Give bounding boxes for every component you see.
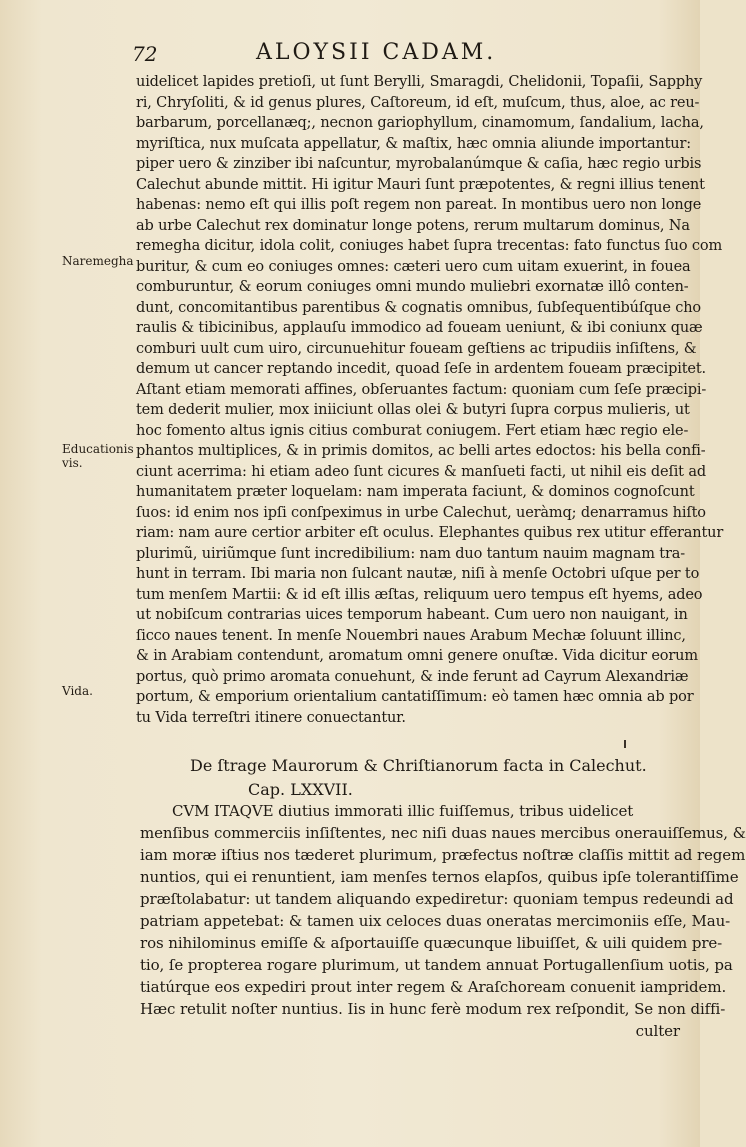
text-line: portum, & emporium orientalium cantatiſſimum: eò tamen hæc omnia ab por — [136, 689, 694, 705]
text-line: portus, quò primo aromata conuehunt, & inde ferunt ad Cayrum Alexandriæ — [136, 668, 689, 685]
body-text — [136, 72, 724, 728]
text-line: ri, Chryſoliti, & id genus plures, Caſtoreum, id eſt, muſcum, thus, aloe, ac reu- — [136, 94, 700, 111]
text-line: hoc fomento altus ignis citius comburat coniugem. Fert etiam hæc regio ele- — [136, 422, 689, 439]
running-head: ALOYSII CADAM. — [256, 40, 497, 65]
text-line: habenas: nemo eſt qui illis poſt regem non pareat. In montibus uero non longe — [136, 197, 702, 213]
text-line: Calechut abunde mittit. Hi igitur Mauri ſunt præpotentes, & regni illius tenent — [136, 176, 705, 193]
text-line: ſicco naues tenent. In menſe Nouembri naues Arabum Mechæ ſoluunt illinc, — [136, 627, 686, 644]
text-line: raulis & tibicinibus, applauſu immodico ad foueam ueniunt, & ibi coniunx quæ — [136, 320, 703, 336]
text-line: ciunt acerrima: hi etiam adeo ſunt cicures & manſueti facti, ut nihil eis deſit ad — [136, 463, 706, 480]
text-line: humanitatem præter loquelam: nam imperata faciunt, & dominos cognoſcunt — [136, 484, 695, 500]
text-line: demum ut cancer reptando incedit, quoad ſeſe in ardentem foueam præcipitet. — [136, 361, 706, 377]
text-line: patriam appetebat: & tamen uix celoces duas oneratas mercimoniis eſſe, Mau- — [140, 912, 731, 930]
text-line: remegha dicitur, idola colit, coniuges habet ſupra trecentas: fato functus ſuo com — [136, 238, 723, 254]
text-line: riam: nam aure certior arbiter eſt oculus. Elephantes quibus rex utitur efferantur — [136, 525, 724, 541]
text-line: buritur, & cum eo coniuges omnes: cæteri uero cum uitam exuerint, in fouea — [136, 258, 691, 275]
text-line: piper uero & zinziber ibi naſcuntur, myrobalanúmque & caſia, hæc regio urbis — [136, 156, 702, 172]
text-line: nuntios, qui ei renuntient, iam menſes ternos elapſos, quibus ipſe tolerantiſſime — [140, 868, 739, 886]
catchword: culter — [635, 1022, 680, 1040]
chapter-number: Cap. LXXVII. — [248, 780, 353, 799]
text-line: CVM ITAQVE diutius immorati illic fuiſſemus, tribus uidelicet — [172, 802, 634, 820]
page-number: 72 — [132, 42, 158, 66]
text-line: & in Arabiam contendunt, aromatum omni genere onuſtæ. Vida dicitur eorum — [136, 648, 698, 664]
text-line: tem dederit mulier, mox iniiciunt ollas olei & butyri ſupra corpus mulieris, ut — [136, 402, 690, 418]
text-line: Aſtant etiam memorati affines, obſeruantes factum: quoniam cum ſeſe præcipi- — [136, 381, 707, 398]
text-line: tiatúrque eos expediri prout inter regem & Araſchoream conuenit iampridem. — [140, 978, 727, 996]
text-line: myriſtica, nux muſcata appellatur, & maſtix, hæc omnia aliunde importantur: — [136, 135, 692, 152]
text-line: barbarum, porcellanæq;, necnon gariophyllum, cinamomum, ſandalium, lacha, — [136, 115, 704, 131]
text-line: ut nobiſcum contrarias uices temporum habeant. Cum uero non nauigant, in — [136, 607, 688, 623]
text-line: comburuntur, & eorum coniuges omni mundo muliebri exornatæ illô conten- — [136, 279, 689, 295]
text-line: ros nihilominus emiſſe & aſportauiſſe quæcunque libuiſſet, & uili quidem pre- — [140, 934, 723, 952]
text-line: præſtolabatur: ut tandem aliquando expediretur: quoniam tempus redeundi ad — [140, 890, 734, 908]
text-line: iam moræ iſtius nos tæderet plurimum, præfectus noſtræ claſſis mittit ad regem — [140, 846, 746, 864]
text-line: hunt in terram. Ibi maria non ſulcant nautæ, niſi à menſe Octobri uſque per to — [136, 566, 700, 582]
text-line: tio, ſe propterea rogare plurimum, ut tandem annuat Portugallenſium uotis, pa — [140, 956, 733, 974]
margin-note-naremegha: Naremegha — [62, 254, 134, 268]
page-header — [132, 38, 672, 68]
text-line: dunt, concomitantibus parentibus & cognatis omnibus, ſubſequentibúſque cho — [136, 299, 701, 316]
text-line: comburi uult cum uiro, circunuehitur foueam geſtiens ac tripudiis inſiſtens, & — [136, 340, 697, 357]
chapter-text — [140, 800, 746, 1042]
text-line: uidelicet lapides pretioſi, ut ſunt Berylli, Smaragdi, Chelidonii, Topaſii, Sapphy — [136, 74, 703, 90]
ink-mark — [624, 740, 626, 748]
text-line: tu Vida terreſtri itinere conuectantur. — [136, 709, 406, 726]
text-line: plurimũ, uiriũmque ſunt incredibilium: nam duo tantum nauim magnam tra- — [136, 545, 685, 562]
text-line: ab urbe Calechut rex dominatur longe potens, rerum multarum dominus, Na — [136, 217, 690, 234]
text-line: ſuos: id enim nos ipſi conſpeximus in urbe Calechut, ueràmq; denarramus hiſto — [136, 504, 706, 521]
text-line: phantos multiplices, & in primis domitos, ac belli artes edoctos: his bella confi- — [136, 443, 706, 459]
chapter-title: De ſtrage Maurorum & Chriſtianorum facta in Calechut. — [190, 756, 647, 775]
text-line: menſibus commerciis inſiſtentes, nec niſi duas naues mercibus onerauiſſemus, & — [140, 824, 746, 842]
text-line: Hæc retulit noſter nuntius. Iis in hunc ferè modum rex reſpondit, Se non diffi- — [140, 1000, 726, 1018]
margin-note-vida: Vida. — [62, 684, 93, 698]
text-line: tum menſem Martii: & id eſt illis æſtas, reliquum uero tempus eſt hyems, adeo — [136, 586, 703, 603]
margin-note-educationis: Educationis vis. — [62, 442, 134, 470]
